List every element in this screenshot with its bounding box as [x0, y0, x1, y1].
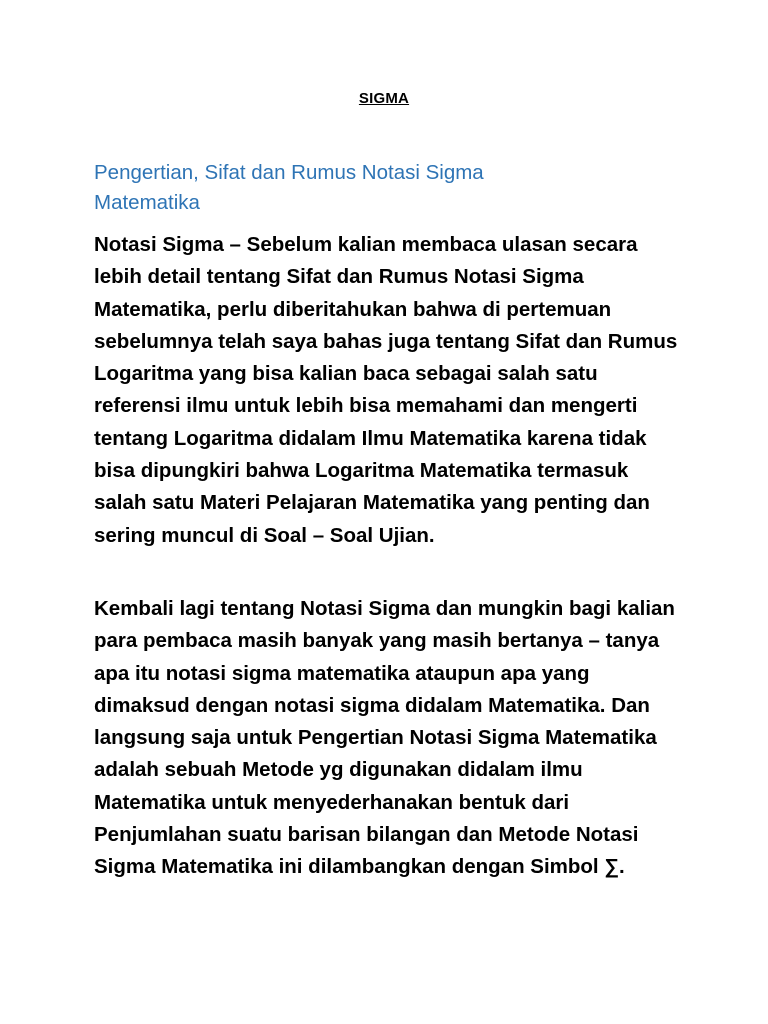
paragraph-intro: Notasi Sigma – Sebelum kalian membaca ulasan secara lebih detail tentang Sifat dan Rumus Notasi Sigma Matematika, perlu diberitahukan bahwa di pertemuan sebelumnya telah saya bahas juga tentang Sifat dan Rumus Logaritma yang bisa kalian baca sebagai salah satu referensi ilmu untuk lebih bisa memahami dan mengerti tentang Logaritma didalam Ilmu Matematika karena tidak bisa dipungkiri bahwa Logaritma Matematika termasuk salah satu Materi Pelajaran Matematika yang penting dan sering muncul di Soal – Soal Ujian.	[94, 233, 678, 547]
section-heading: Pengertian, Sifat dan Rumus Notasi Sigma Matematika	[94, 161, 484, 214]
document-title: SIGMA	[358, 90, 410, 107]
paragraph-definition: Kembali lagi tentang Notasi Sigma dan mungkin bagi kalian para pembaca masih banyak yang masih bertanya – tanya apa itu notasi sigma matematika ataupun apa yang dimaksud dengan notasi sigma didalam Matematika. Dan langsung saja untuk Pengertian Notasi Sigma Matematika adalah sebuah Metode yg digunakan didalam ilmu Matematika untuk menyederhanakan bentuk dari Penjumlahan suatu barisan bilangan dan Metode Notasi Sigma Matematika ini dilambangkan dengan Simbol ∑.	[94, 597, 675, 879]
